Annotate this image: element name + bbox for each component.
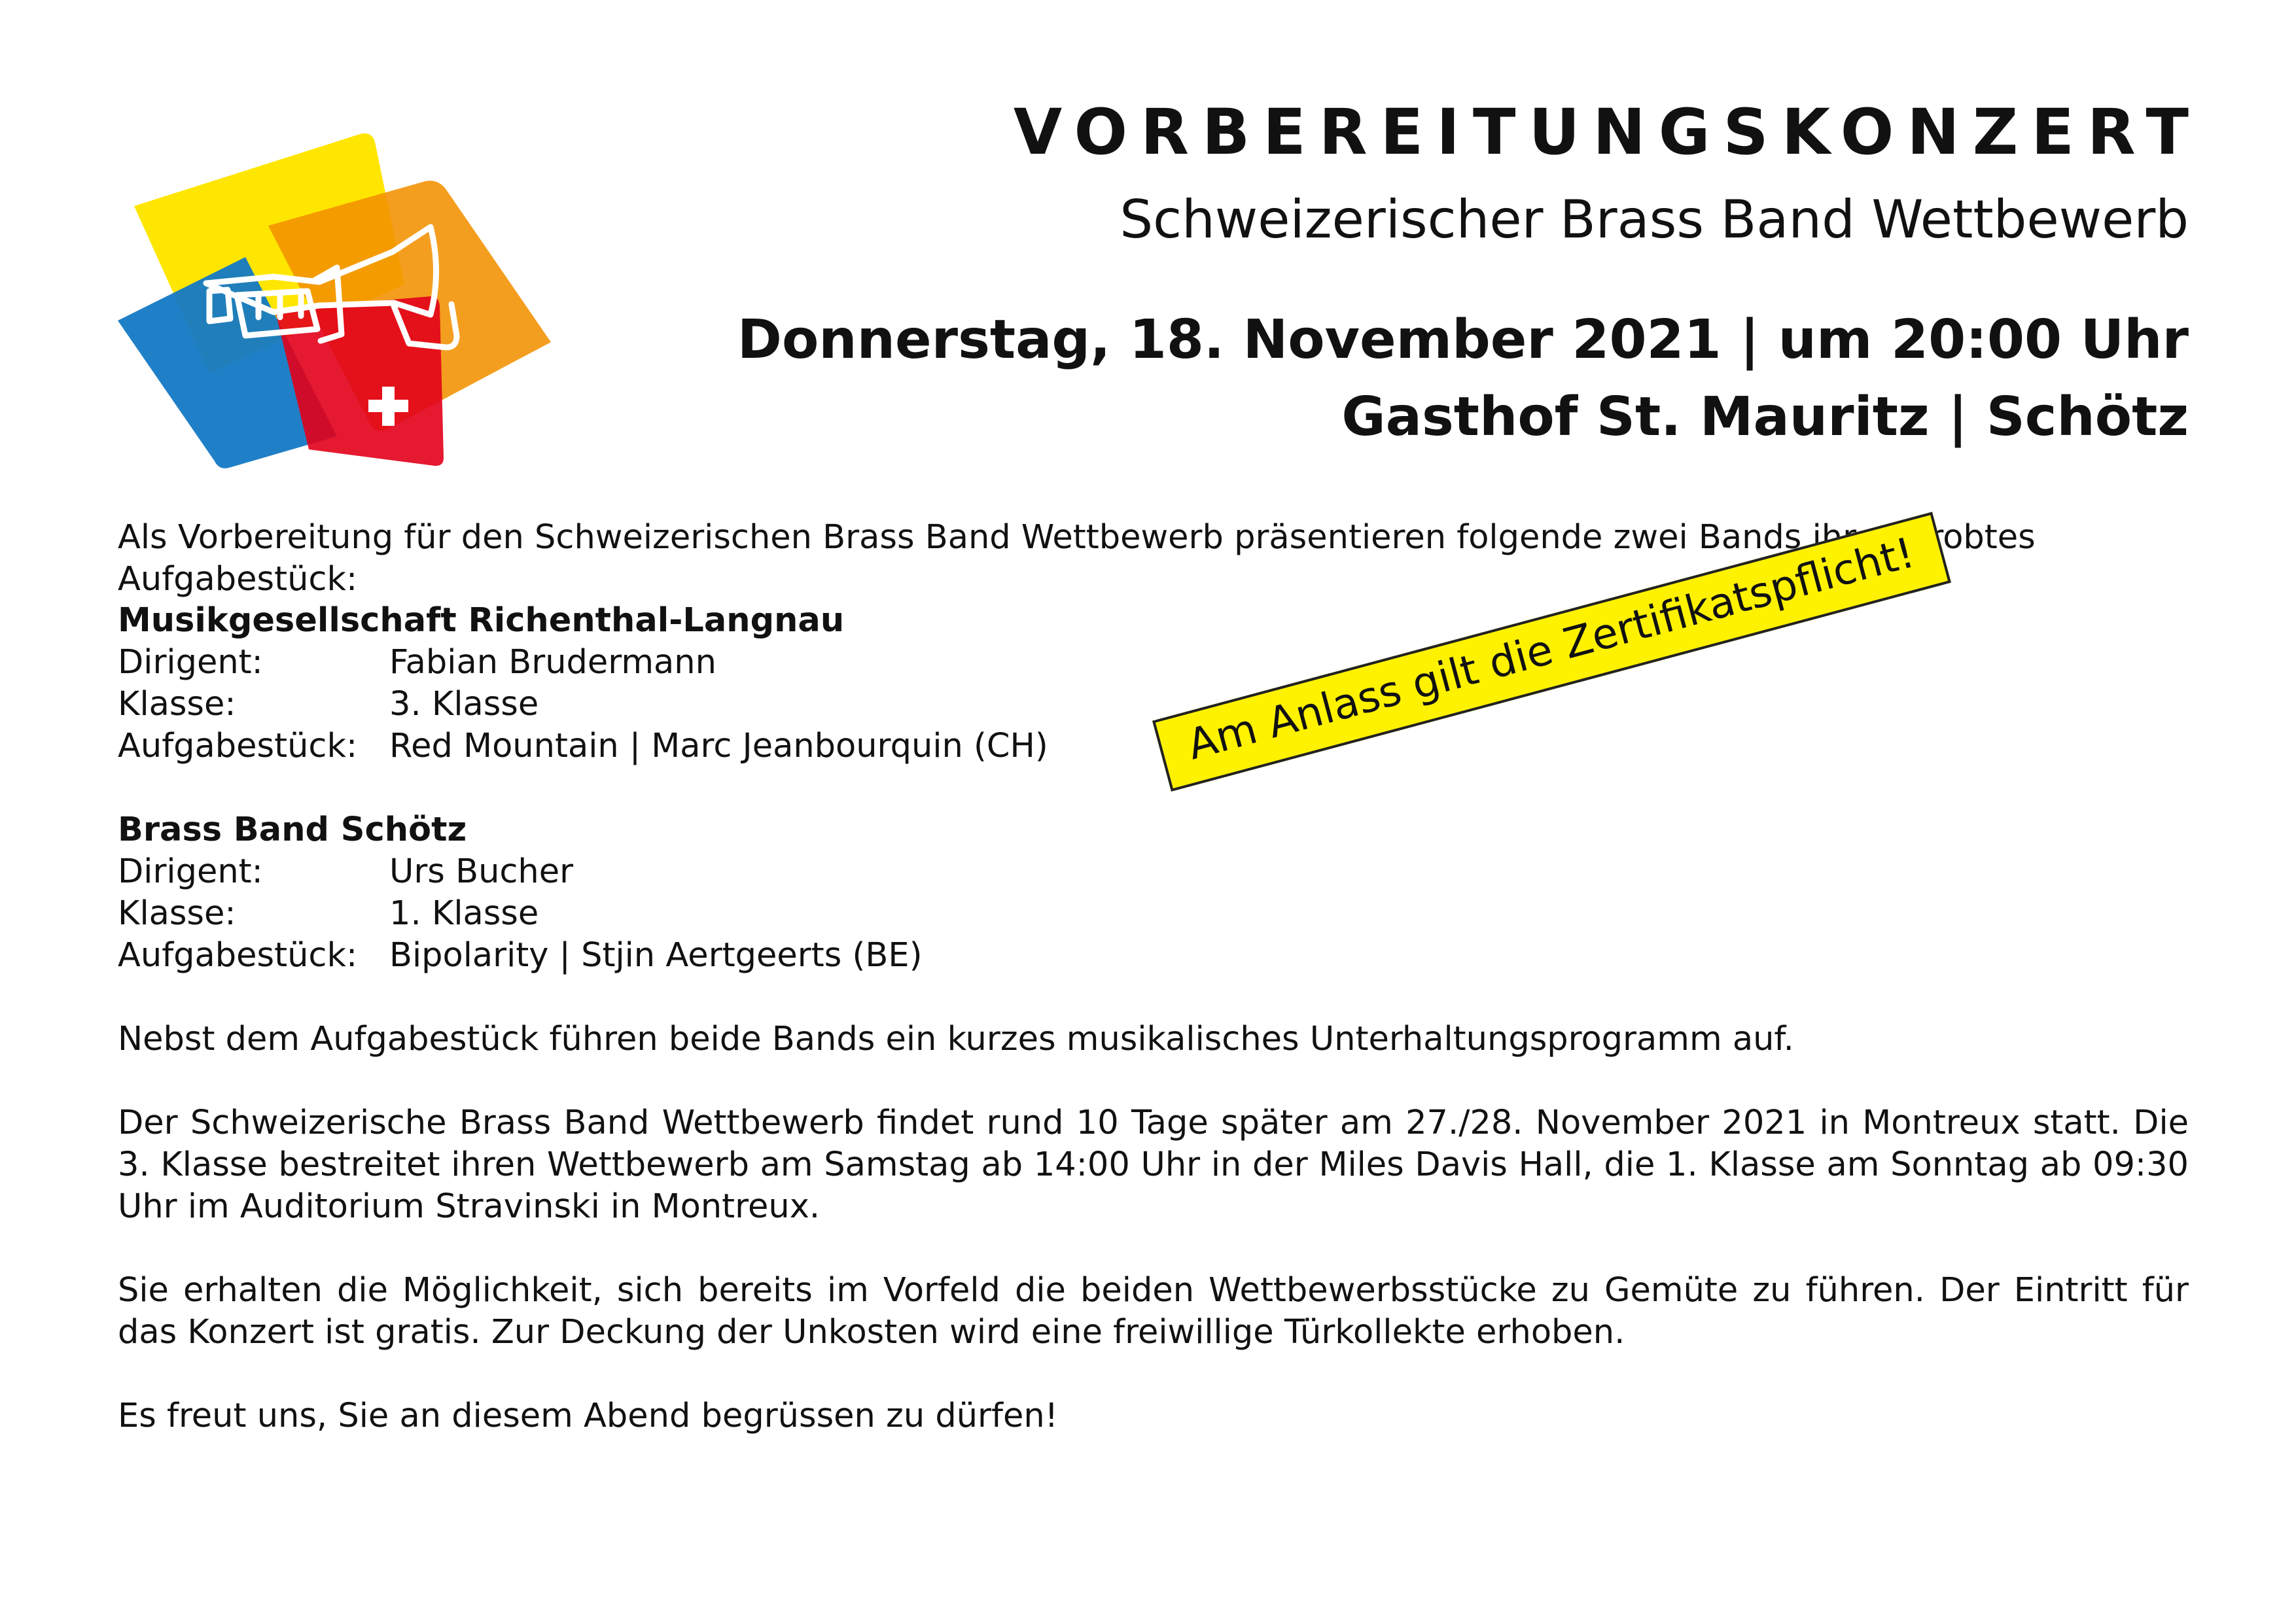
band-2-class-row [118,893,539,935]
conductor-value: Fabian Brudermann [389,643,716,682]
band-1-piece-row [118,725,1048,767]
class-value: 1. Klasse [389,894,539,933]
page-title: VORBEREITUNGSKONZERT [1013,96,2202,169]
admission-paragraph: Sie erhalten die Möglichkeit, sich bereits im Vorfeld die beiden Wettbewerbsstücke zu Gemüte zu führen. Der Eintritt für das Konzert ist gratis. Zur Deckung der Unkosten wird eine freiwillige Türkollekte erhoben. [118,1271,2189,1352]
piece-label: Aufgabestück: [118,727,358,765]
page-subtitle: Schweizerischer Brass Band Wettbewerb [1120,189,2189,250]
band-2-name: Brass Band Schötz [118,811,467,849]
intro-paragraph: Als Vorbereitung für den Schweizerischen Brass Band Wettbewerb präsentieren folgende zwei Bands ihr geprobtes Aufgabestück: [118,518,2036,599]
piece-value: Red Mountain | Marc Jeanbourquin (CH) [389,727,1048,765]
event-venue: Gasthof St. Mauritz | Schötz [1341,386,2189,448]
conductor-label: Dirigent: [118,643,263,682]
competition-paragraph: Der Schweizerische Brass Band Wettbewerb findet rund 10 Tage später am 27./28. November 2021 in Montreux statt. Die 3. Klasse bestreitet ihren Wettbewerb am Samstag ab 14:00 Uhr in der Miles Davis Hall, die 1. Klasse am Sonntag ab 09:30 Uhr im Auditorium Stravinski in Montreux. [118,1104,2189,1226]
conductor-label: Dirigent: [118,852,263,891]
closing-paragraph: Es freut uns, Sie an diesem Abend begrüssen zu dürfen! [118,1397,1059,1435]
piece-value: Bipolarity | Stjin Aertgeerts (BE) [389,936,923,975]
band-2-conductor-row [118,851,573,893]
band-1-class-row [118,684,539,725]
class-label: Klasse: [118,685,236,724]
conductor-value: Urs Bucher [389,852,574,891]
band-1-conductor-row [118,642,716,684]
class-value: 3. Klasse [389,685,539,724]
piece-label: Aufgabestück: [118,936,358,975]
event-date-time: Donnerstag, 18. November 2021 | um 20:00 Uhr [737,309,2189,371]
band-2-piece-row [118,935,923,977]
brass-band-logo-icon [111,128,556,474]
certificate-notice-badge: Am Anlass gilt die Zertifikatspflicht! [1152,512,1951,792]
program-paragraph: Nebst dem Aufgabestück führen beide Bands ein kurzes musikalisches Unterhaltungsprogramm auf. [118,1020,1794,1058]
class-label: Klasse: [118,894,236,933]
band-1-name: Musikgesellschaft Richenthal-Langnau [118,601,845,640]
